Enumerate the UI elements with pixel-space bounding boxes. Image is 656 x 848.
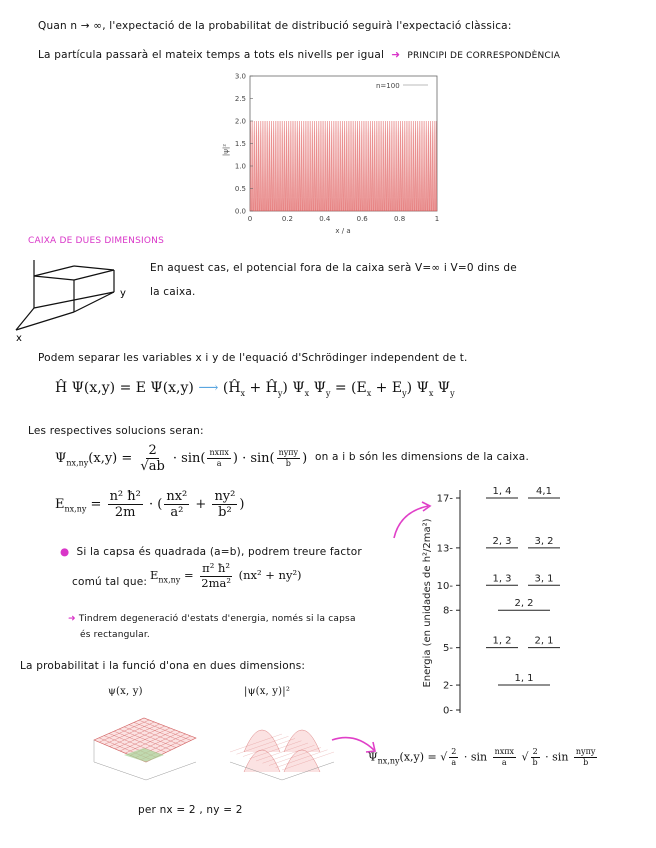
chart-frame: [250, 76, 437, 211]
psi2-plot-title: |ψ(x, y)|²: [244, 686, 291, 697]
y-tick-label: 1.0: [234, 162, 246, 171]
chart-series-fill: [250, 121, 437, 211]
energy-tick-label: 5-: [443, 643, 453, 655]
psi-plot-title: ψ(x, y): [108, 686, 143, 697]
per-text: per nx = 2 , ny = 2: [138, 804, 243, 816]
energy-tick-label: 17-: [436, 493, 453, 505]
principle-label: PRINCIPI DE CORRESPONDÈNCIA: [407, 51, 561, 61]
schrodinger-equation: Ĥ Ψ(x,y) = E Ψ(x,y) ⟶ ($Ĥ_x$ + $Ĥ_y$) $\Psi_x$ $\Psi_y = (E_x + E_y)$ $\Psi_x$ $\Psi_y$: [55, 380, 455, 398]
axes-sketch: [14, 250, 134, 342]
energy-tick-label: 8-: [443, 605, 453, 617]
axis-y-label: y: [120, 288, 126, 299]
chart-xlabel: x / a: [335, 227, 351, 235]
x-tick-label: 0.4: [319, 215, 331, 223]
energy-level-label: 3, 2: [534, 535, 554, 547]
series-n100-area: [250, 121, 437, 211]
energy-tick-label: 10-: [436, 580, 453, 592]
psi-surface-plot: [84, 700, 204, 785]
energy-tick-label: 13-: [436, 543, 453, 555]
box-text-1: En aquest cas, el potencial fora de la caixa serà V=∞ i V=0 dins de: [150, 262, 517, 274]
probability-text: La probabilitat i la funció d'ona en dues dimensions:: [20, 660, 306, 672]
wavefunction-equation: $\Psi_{nx,ny}(x,y)$ = $\frac{2}{√ab}$ · sin( $\frac{\text{nxπx}}{a}$ ) · sin( $\frac{\text{nyπy}}{b}$ ): [55, 443, 308, 474]
energy-ticks: [437, 494, 460, 717]
square-text-2: comú tal que:: [72, 576, 148, 588]
x-tick-label: 0.6: [356, 215, 368, 223]
psi2-surface-plot: [222, 700, 342, 785]
energy-level-label: 1, 3: [492, 573, 512, 585]
square-box-text: [60, 546, 362, 558]
x-ticks: [248, 215, 439, 223]
energy-axis-label: Energia (en unidades de h²/2ma²): [422, 518, 433, 688]
square-energy-equation: $E_{nx,ny}$ = $\frac{\text{π² ħ²}}{\text{2ma²}}$ (nx² + ny²): [150, 561, 302, 590]
energy-level-label: 2, 1: [534, 635, 554, 647]
degeneracy-text-1: Tindrem degeneració d'estats d'energia, només si la capsa: [78, 614, 356, 624]
y-tick-label: 1.5: [234, 140, 246, 148]
energy-level-label: 3, 1: [534, 573, 554, 585]
y-tick-label: 2.5: [234, 95, 246, 103]
y-tick-label: 3.0: [234, 72, 246, 81]
energy-level-label: 2, 2: [514, 598, 534, 610]
intro-line-2-text: La partícula passarà el mateix temps a tots els nivells per igual: [38, 49, 385, 61]
legend-label: n=100: [376, 82, 400, 90]
box-text-2: la caixa.: [150, 286, 196, 298]
x-tick-label: 0.8: [394, 215, 406, 223]
surface-peak: [284, 730, 320, 752]
chart-ylabel: |ψ|²: [222, 143, 230, 157]
axis-x-label: x: [16, 333, 22, 342]
energy-level-lines: [486, 486, 560, 685]
energy-level-label: 2, 3: [492, 535, 512, 547]
energy-tick-label: 0-: [443, 705, 453, 717]
energy-level-label: 1, 4: [492, 486, 512, 497]
intro-line-2: [38, 49, 560, 61]
intro-line-1: Quan n → ∞, l'expectació de la probabilitat de distribució seguirà l'expectació clàssica:: [38, 20, 512, 32]
energy-level-label: 1, 2: [492, 635, 512, 647]
where-text: on a i b són les dimensions de la caixa.: [315, 451, 529, 463]
psi-squared-chart: [218, 68, 448, 238]
square-text-1: Si la capsa és quadrada (a=b), podrem treure factor: [76, 546, 362, 558]
arrow-icon-2: ➜: [68, 614, 79, 624]
energy-level-label: 1, 1: [514, 673, 534, 685]
energy-level-label: 4,1: [536, 486, 552, 497]
bullet-icon: ●: [60, 546, 73, 558]
degeneracy-text: [68, 614, 356, 624]
energy-equation: $E_{nx,ny}$ = $\frac{\text{n² ħ²}}{2m}$ · ( $\frac{\text{nx²}}{\text{a²}}$ + $\frac{\text{ny²}}{\text{b²}}$ ): [55, 489, 245, 520]
solutions-text: Les respectives solucions seran:: [28, 425, 204, 437]
degeneracy-text-2: és rectangular.: [80, 630, 150, 640]
product-wavefunction-equation: $\Psi_{nx,ny}(x,y)$ = √ $\frac{2}{a}$ · sin $\frac{\text{nxπx}}{a}$ √ $\frac{2}{b}$ · sin $\frac{\text{nyπy}}{b}$: [368, 747, 596, 767]
section-heading: CAIXA DE DUES DIMENSIONS: [28, 236, 164, 246]
arrow-icon: ➜: [387, 49, 404, 61]
energy-levels-chart: [420, 478, 600, 723]
energy-tick-label: 2-: [443, 680, 453, 692]
y-tick-label: 2.0: [234, 117, 246, 126]
x-tick-label: 1: [434, 215, 440, 223]
x-tick-label: 0: [247, 215, 253, 223]
x-tick-label: 0.2: [281, 215, 293, 223]
y-tick-label: 0.0: [234, 207, 246, 216]
separate-text: Podem separar les variables x i y de l'equació d'Schrödinger independent de t.: [38, 352, 468, 364]
y-tick-label: 0.5: [234, 185, 246, 193]
